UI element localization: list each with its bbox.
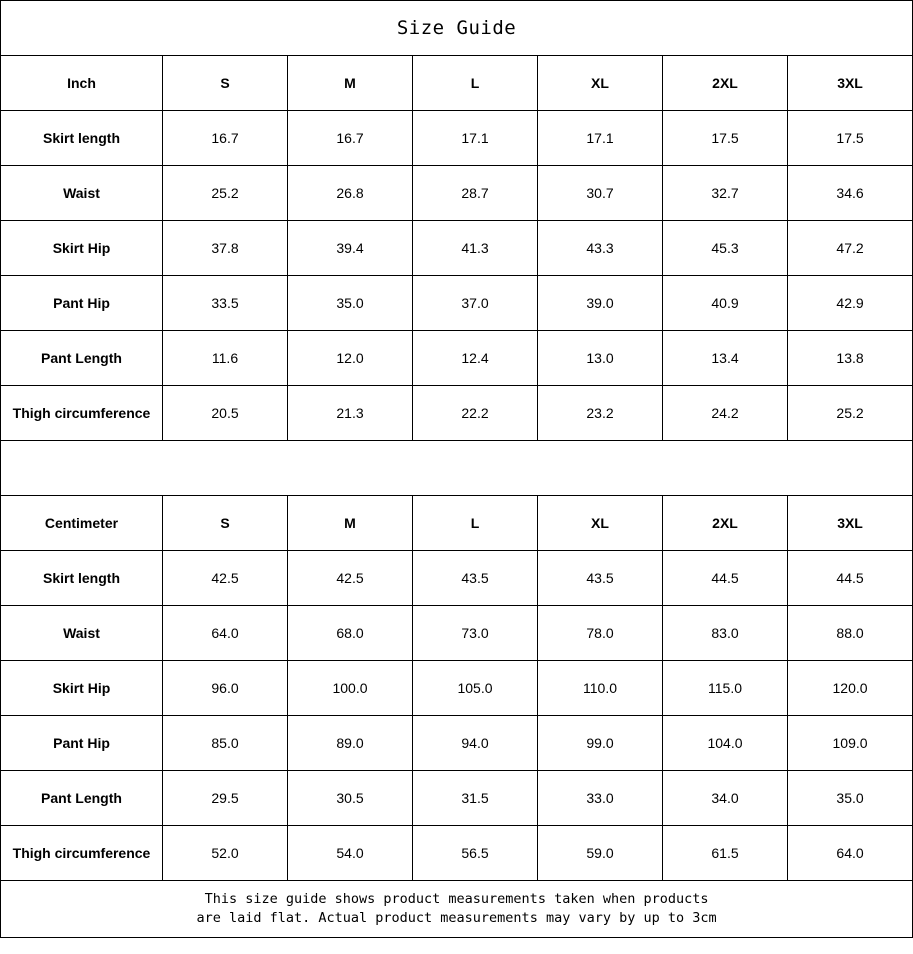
measurement-value: 64.0 [163, 606, 288, 661]
measurement-value: 109.0 [788, 716, 913, 771]
measurement-label: Skirt Hip [1, 221, 163, 276]
measurement-value: 78.0 [538, 606, 663, 661]
measurement-label: Skirt length [1, 111, 163, 166]
inch-header-row [1, 56, 913, 111]
measurement-label: Waist [1, 166, 163, 221]
measurement-value: 110.0 [538, 661, 663, 716]
measurement-value: 64.0 [788, 826, 913, 881]
measurement-value: 13.4 [663, 331, 788, 386]
measurement-note [1, 881, 913, 938]
page-title: Size Guide [1, 1, 913, 56]
size-header-s: S [163, 56, 288, 111]
table-row [1, 111, 913, 166]
measurement-label: Waist [1, 606, 163, 661]
table-row [1, 331, 913, 386]
measurement-value: 17.1 [538, 111, 663, 166]
measurement-value: 34.6 [788, 166, 913, 221]
table-row [1, 166, 913, 221]
table-row [1, 826, 913, 881]
measurement-value: 120.0 [788, 661, 913, 716]
table-row [1, 221, 913, 276]
measurement-value: 43.5 [538, 551, 663, 606]
note-line-2: are laid flat. Actual product measurements may vary by up to 3cm [196, 910, 717, 926]
measurement-label: Thigh circumference [1, 386, 163, 441]
measurement-value: 59.0 [538, 826, 663, 881]
centimeter-unit-label: Centimeter [1, 496, 163, 551]
table-row [1, 606, 913, 661]
measurement-value: 26.8 [288, 166, 413, 221]
measurement-value: 39.0 [538, 276, 663, 331]
note-line-1: This size guide shows product measurements taken when products [204, 891, 709, 907]
measurement-value: 12.0 [288, 331, 413, 386]
measurement-value: 30.7 [538, 166, 663, 221]
measurement-value: 42.5 [288, 551, 413, 606]
measurement-label: Thigh circumference [1, 826, 163, 881]
measurement-value: 31.5 [413, 771, 538, 826]
measurement-value: 33.0 [538, 771, 663, 826]
measurement-value: 89.0 [288, 716, 413, 771]
measurement-value: 32.7 [663, 166, 788, 221]
measurement-value: 35.0 [288, 276, 413, 331]
table-row [1, 661, 913, 716]
measurement-value: 16.7 [288, 111, 413, 166]
measurement-label: Pant Hip [1, 276, 163, 331]
measurement-value: 44.5 [788, 551, 913, 606]
size-header-xl: XL [538, 56, 663, 111]
measurement-value: 23.2 [538, 386, 663, 441]
measurement-value: 115.0 [663, 661, 788, 716]
size-header-3xl: 3XL [788, 496, 913, 551]
measurement-value: 33.5 [163, 276, 288, 331]
measurement-value: 45.3 [663, 221, 788, 276]
measurement-label: Skirt length [1, 551, 163, 606]
measurement-value: 52.0 [163, 826, 288, 881]
measurement-value: 94.0 [413, 716, 538, 771]
measurement-value: 30.5 [288, 771, 413, 826]
measurement-value: 56.5 [413, 826, 538, 881]
measurement-value: 21.3 [288, 386, 413, 441]
measurement-value: 39.4 [288, 221, 413, 276]
measurement-value: 43.3 [538, 221, 663, 276]
size-guide-body [1, 1, 913, 938]
measurement-label: Pant Length [1, 331, 163, 386]
measurement-value: 17.5 [663, 111, 788, 166]
measurement-value: 100.0 [288, 661, 413, 716]
measurement-value: 12.4 [413, 331, 538, 386]
title-row [1, 1, 913, 56]
centimeter-header-row [1, 496, 913, 551]
table-row [1, 386, 913, 441]
measurement-value: 61.5 [663, 826, 788, 881]
measurement-value: 25.2 [163, 166, 288, 221]
measurement-value: 11.6 [163, 331, 288, 386]
measurement-value: 34.0 [663, 771, 788, 826]
size-header-s: S [163, 496, 288, 551]
size-header-m: M [288, 496, 413, 551]
measurement-value: 47.2 [788, 221, 913, 276]
table-row [1, 551, 913, 606]
note-row [1, 881, 913, 938]
size-header-l: L [413, 56, 538, 111]
measurement-value: 40.9 [663, 276, 788, 331]
section-spacer-row [1, 441, 913, 496]
measurement-value: 20.5 [163, 386, 288, 441]
measurement-value: 105.0 [413, 661, 538, 716]
measurement-value: 37.0 [413, 276, 538, 331]
measurement-value: 13.0 [538, 331, 663, 386]
measurement-value: 22.2 [413, 386, 538, 441]
measurement-value: 99.0 [538, 716, 663, 771]
inch-unit-label: Inch [1, 56, 163, 111]
measurement-value: 13.8 [788, 331, 913, 386]
measurement-value: 85.0 [163, 716, 288, 771]
size-header-xl: XL [538, 496, 663, 551]
measurement-value: 43.5 [413, 551, 538, 606]
measurement-label: Pant Length [1, 771, 163, 826]
measurement-value: 25.2 [788, 386, 913, 441]
measurement-value: 73.0 [413, 606, 538, 661]
table-row [1, 771, 913, 826]
measurement-value: 42.9 [788, 276, 913, 331]
measurement-value: 29.5 [163, 771, 288, 826]
measurement-value: 42.5 [163, 551, 288, 606]
measurement-value: 35.0 [788, 771, 913, 826]
measurement-value: 83.0 [663, 606, 788, 661]
size-header-m: M [288, 56, 413, 111]
measurement-value: 37.8 [163, 221, 288, 276]
measurement-value: 44.5 [663, 551, 788, 606]
measurement-value: 24.2 [663, 386, 788, 441]
measurement-value: 41.3 [413, 221, 538, 276]
measurement-value: 88.0 [788, 606, 913, 661]
size-header-l: L [413, 496, 538, 551]
size-header-2xl: 2XL [663, 496, 788, 551]
table-row [1, 276, 913, 331]
measurement-value: 68.0 [288, 606, 413, 661]
measurement-value: 16.7 [163, 111, 288, 166]
section-spacer [1, 441, 913, 496]
measurement-value: 17.5 [788, 111, 913, 166]
measurement-value: 96.0 [163, 661, 288, 716]
measurement-value: 54.0 [288, 826, 413, 881]
measurement-value: 28.7 [413, 166, 538, 221]
measurement-value: 104.0 [663, 716, 788, 771]
size-header-3xl: 3XL [788, 56, 913, 111]
measurement-value: 17.1 [413, 111, 538, 166]
size-header-2xl: 2XL [663, 56, 788, 111]
measurement-label: Skirt Hip [1, 661, 163, 716]
measurement-label: Pant Hip [1, 716, 163, 771]
table-row [1, 716, 913, 771]
